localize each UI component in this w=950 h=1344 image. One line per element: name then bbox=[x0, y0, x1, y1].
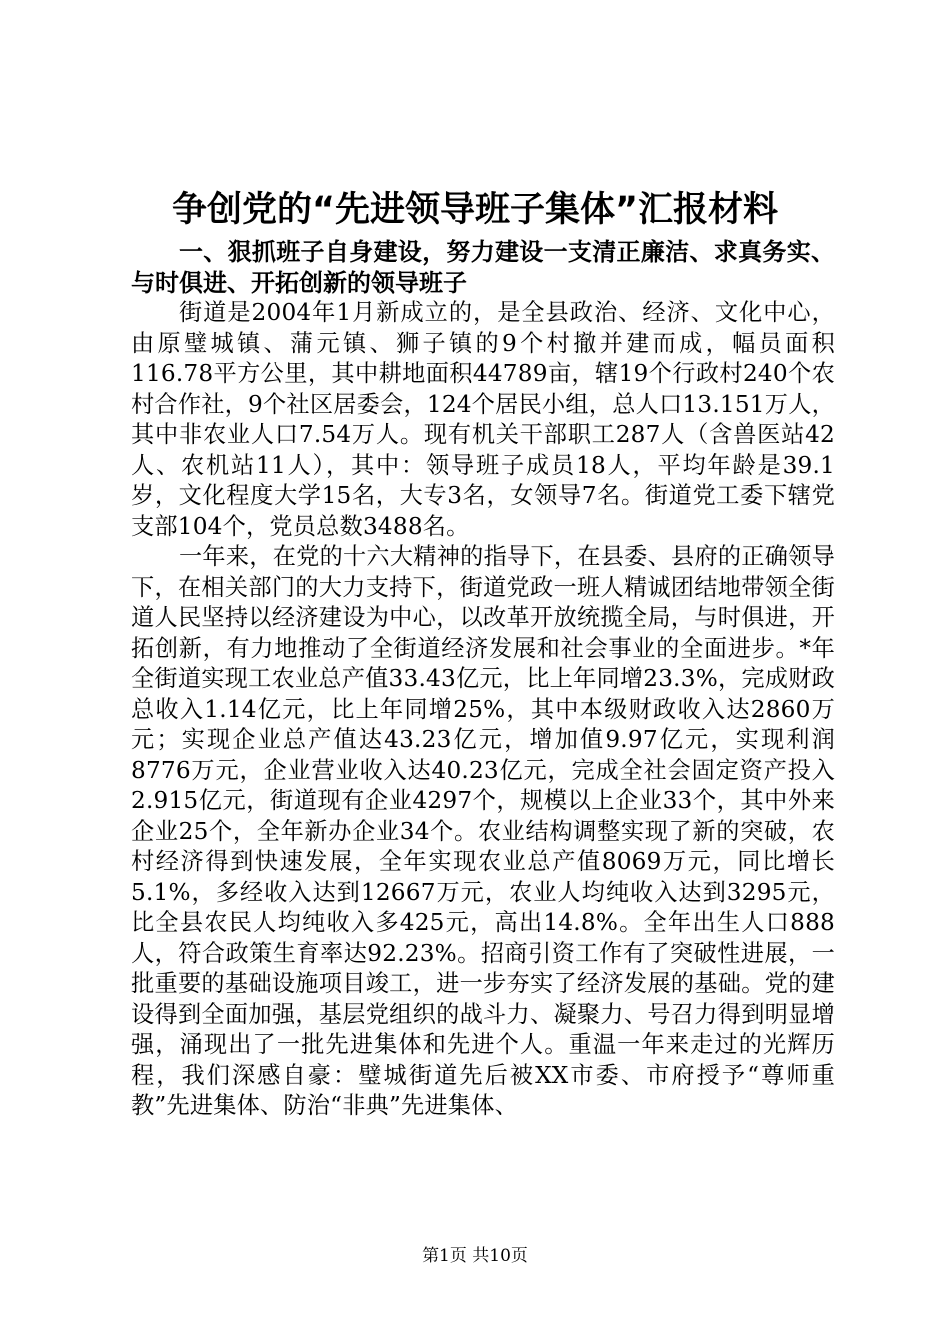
document-title: 争创党的“先进领导班子集体”汇报材料 bbox=[171, 190, 778, 230]
paragraph-overview: 街道是2004年1月新成立的，是全县政治、经济、文化中心，由原璧城镇、蒲元镇、狮子镇的9个村撤并建而成，幅员面积116.78平方公里，其中耕地面积44789亩，辖19个行政村240个农村合作社，9个社区居委会，124个居民小组，总人口13.151万人，其中非农业人口7.54万人。现有机关干部职工287人（含兽医站42人、农机站11人），其中：领导班子成员18人，平均年龄是39.1岁，文化程度大学15名，大专3名，女领导7名。街道党工委下辖党支部104个，党员总数3488名。 bbox=[131, 299, 835, 540]
document-body bbox=[131, 237, 835, 1122]
paragraph-achievements: 一年来，在党的十六大精神的指导下，在县委、县府的正确领导下，在相关部门的大力支持下，街道党政一班人精诚团结地带领全街道人民坚持以经济建设为中心，以改革开放统揽全局，与时俱进，开拓创新，有力地推动了全街道经济发展和社会事业的全面进步。*年全街道实现工农业总产值33.43亿元，比上年同增23.3%，完成财政总收入1.14亿元，比上年同增25%，其中本级财政收入达2860万元；实现企业总产值达43.23亿元，增加值9.97亿元，实现利润8776万元，企业营业收入达40.23亿元，完成全社会固定资产投入2.915亿元，街道现有企业4297个，规模以上企业33个，其中外来企业25个，全年新办企业34个。农业结构调整实现了新的突破，农村经济得到快速发展，全年实现农业总产值8069万元，同比增长5.1%，多经收入达到12667万元，农业人均纯收入达到3295元，比全县农民人均纯收入多425元，高出14.8%。全年出生人口888人，符合政策生育率达92.23%。招商引资工作有了突破性进展，一批重要的基础设施项目竣工，进一步夯实了经济发展的基础。党的建设得到全面加强，基层党组织的战斗力、凝聚力、号召力得到明显增强，涌现出了一批先进集体和先进个人。重温一年来走过的光辉历程，我们深感自豪：璧城街道先后被XX市委、市府授予“尊师重教”先进集体、防治“非典”先进集体、 bbox=[131, 543, 835, 1119]
section-heading: 一、狠抓班子自身建设，努力建设一支清正廉洁、求真务实、与时俱进、开拓创新的领导班子 bbox=[131, 238, 835, 297]
page-number-footer: 第1页 共10页 bbox=[422, 1246, 528, 1266]
